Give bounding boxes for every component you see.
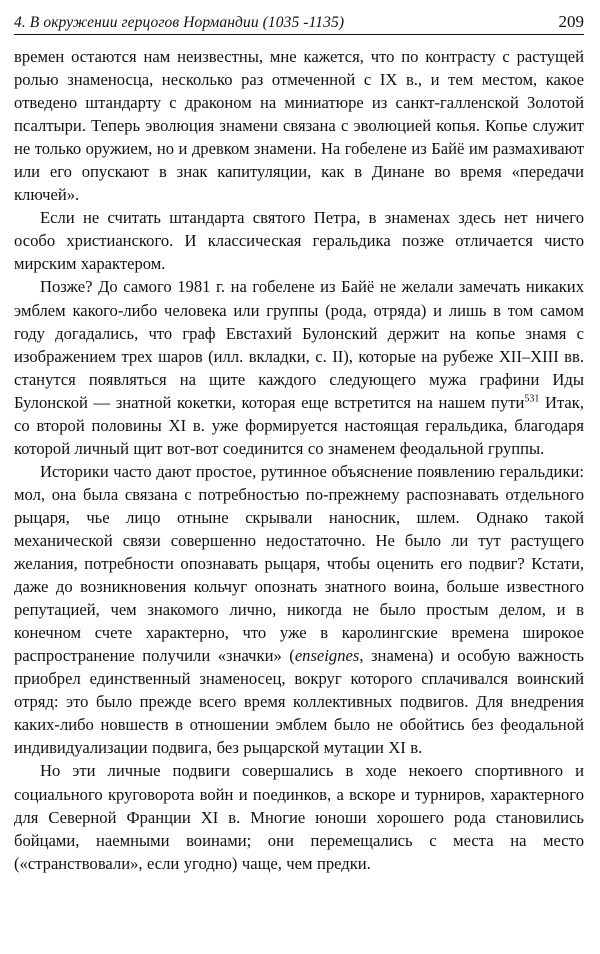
paragraph-4-text-b: , знамена) и особую важность приобрел единственный знаменосец, вокруг которого сплачивался воинский отряд: это было прежде всего время коллективных подвигов. Для внедрения каких-либо новшеств в отношении эмблем было не обойтись без феодальной индивидуализации подвига, без рыцарской мутации XI в. — [14, 646, 584, 758]
paragraph-1: времен остаются нам неизвестны, мне кажется, что по контрасту с растущей ролью знаменосца, несколько раз отмеченной с IX в., и тем местом, какое отведено штандарту с драконом на миниатюре из санкт-галленской Золотой псалтыри. Теперь эволюция знамени связана с эволюцией копья. Копье служит не только оружием, но и древком знамени. На гобелене из Байё им размахивают или его опускают в знак капитуляции, как в Динане во время «передачи ключей». — [14, 47, 584, 205]
paragraph-4 — [14, 460, 584, 760]
page-number: 209 — [558, 12, 584, 31]
book-page — [14, 8, 584, 875]
paragraph-5: Но эти личные подвиги совершались в ходе некоего спортивного и социального круговорота войн и поединков, а вскоре и турниров, характерного для Северной Франции XI в. Многие юноши хорошего рода становились бойцами, наемными воинами; они перемещались с места на место («странствовали», если угодно) чаще, чем предки. — [14, 761, 584, 873]
body-text — [14, 45, 584, 875]
paragraph-3-text-a: Позже? До самого 1981 г. на гобелене из Байё не желали замечать никаких эмблем какого-либо человека или группы (рода, отряда) и лишь в том самом году догадались, что граф Евстахий Булонский держит на копье знамя с изображением трех шаров (илл. вкладки, с. II), которые на рубеже XII–XIII вв. станутся появляться на щите каждого следующего мужа графини Иды Булонской — знатной кокетки, которая еще встретится на нашем пути — [14, 277, 584, 412]
paragraph-3-text-b: Итак, со второй половины XI в. уже формируется настоящая геральдика, благодаря которой личный щит вот-вот соединится со знаменем феодальной группы. — [14, 392, 584, 458]
paragraph-3 — [14, 275, 584, 459]
footnote-marker: 531 — [524, 393, 540, 405]
paragraph-4-text-a: Историки часто дают простое, рутинное объяснение появлению геральдики: мол, она была связана с потребностью по-прежнему распознавать отдельного рыцаря, чье лицо отныне скрывали наносник, шлем. Однако такой механической связи совершенно недостаточно. Не было ли тут растущего желания, потребности опознавать рыцаря, чтобы оценить его подвиг? Кстати, даже до возникновения кольчуг опознать знатного воина, больше известного репутацией, чем знакомого лично, никогда не было простым делом, и в конечном счете характерно, что уже в каролингские времена широкое распространение получили «значки» ( — [14, 461, 584, 666]
italic-term: enseignes — [294, 646, 360, 666]
running-header — [14, 8, 584, 35]
paragraph-2: Если не считать штандарта святого Петра, в знаменах здесь нет ничего особо христианского. И классическая геральдика позже отличается чисто мирским характером. — [14, 208, 584, 274]
chapter-title: 4. В окружении герцогов Нормандии (1035 -1135) — [14, 14, 345, 31]
